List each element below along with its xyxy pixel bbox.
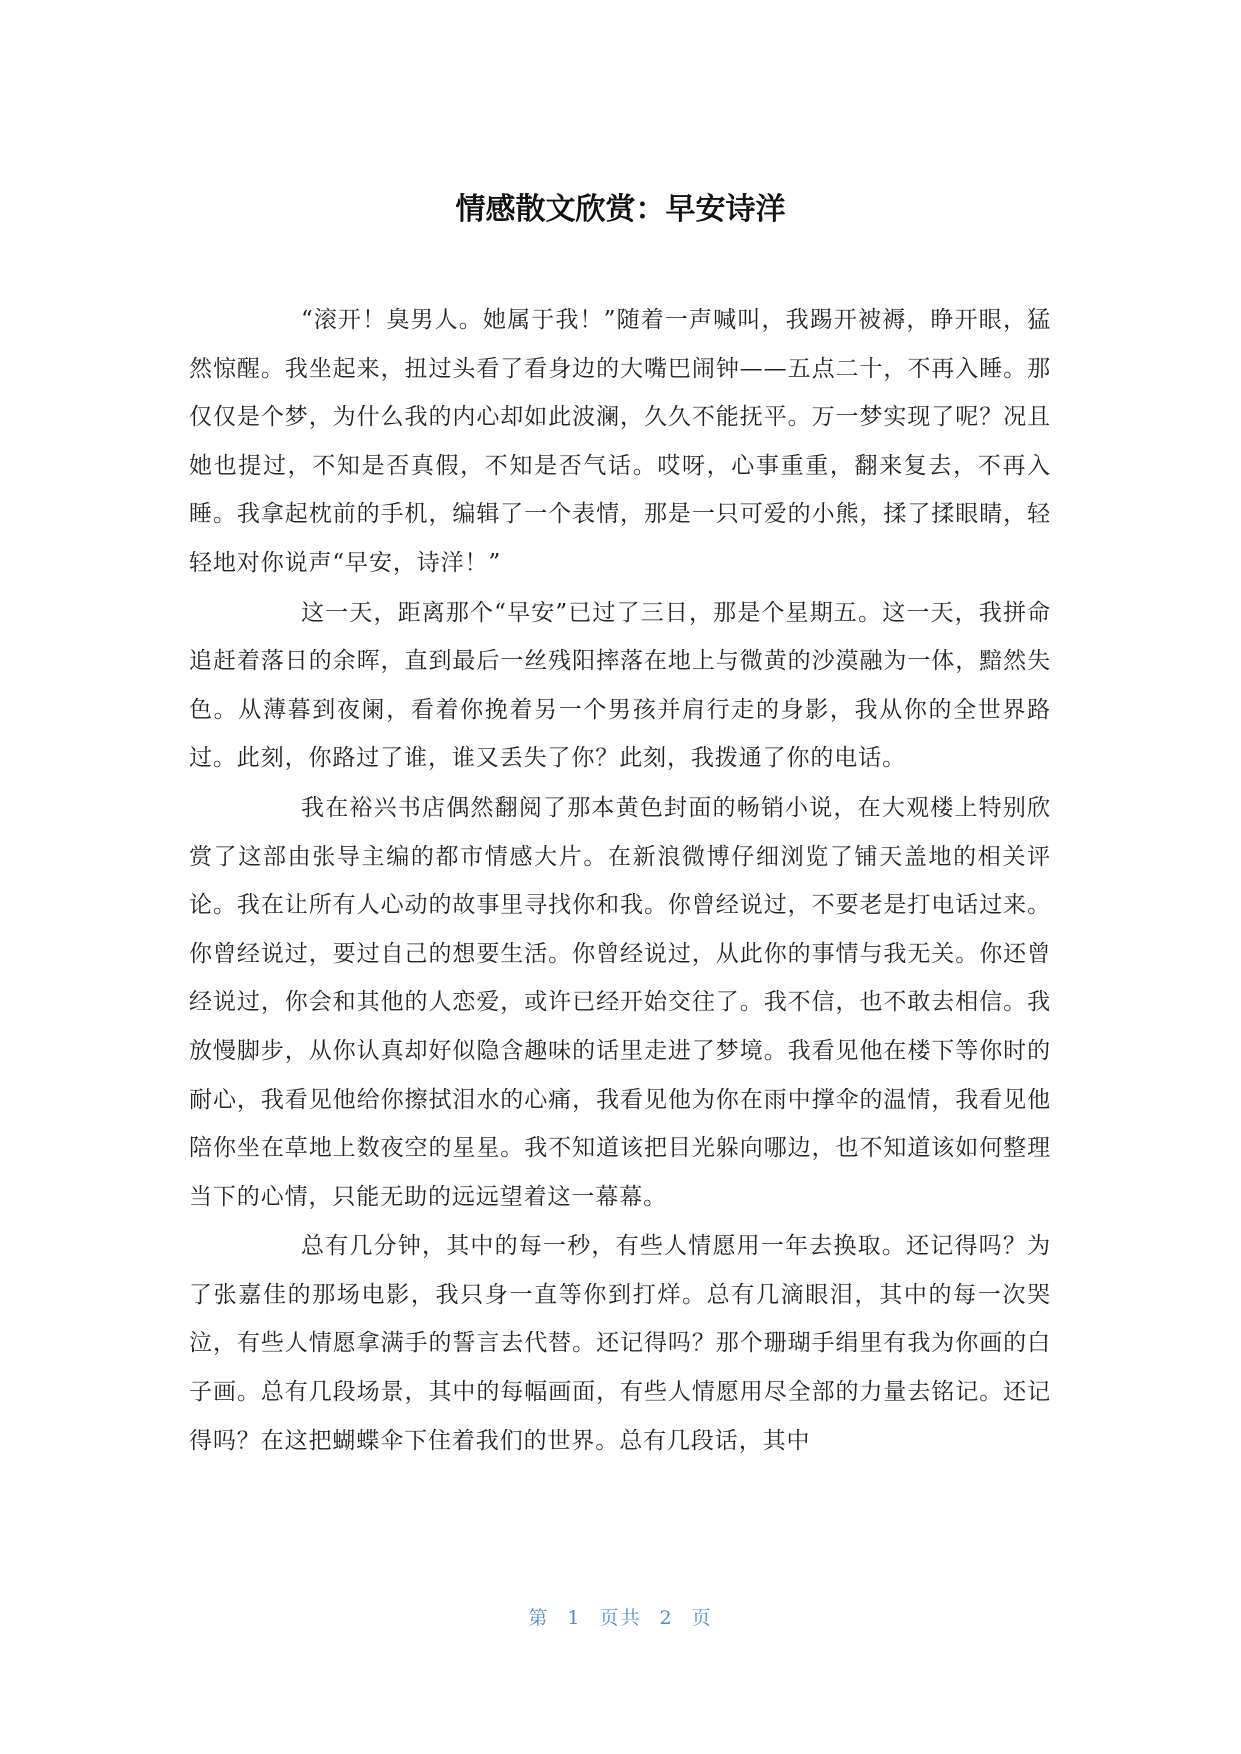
paragraph-1: “滚开！臭男人。她属于我！”随着一声喊叫，我踢开被褥，睁开眼，猛然惊醒。我坐起来，扭过头看了看身边的大嘴巴闹钟——五点二十，不再入睡。那仅仅是个梦，为什么我的内心却如此波澜，久久不能抚平。万一梦实现了呢？况且她也提过，不知是否真假，不知是否气话。哎呀，心事重重，翻来复去，不再入睡。我拿起枕前的手机，编辑了一个表情，那是一只可爱的小熊，揉了揉眼睛，轻轻地对你说声“早安，诗洋！” <box>189 307 1051 576</box>
paragraph-2: 这一天，距离那个“早安”已过了三日，那是个星期五。这一天，我拼命追赶着落日的余晖，直到最后一丝残阳摔落在地上与微黄的沙漠融为一体，黯然失色。从薄暮到夜阑，看着你挽着另一个男孩并肩行走的身影，我从你的全世界路过。此刻，你路过了谁，谁又丢失了你？此刻，我拨通了你的电话。 <box>189 599 1051 772</box>
footer-middle: 页共 <box>599 1607 642 1629</box>
document-title: 情感散文欣赏：早安诗洋 <box>455 192 786 227</box>
footer-suffix: 页 <box>691 1607 713 1629</box>
page-footer <box>0 1604 1241 1632</box>
footer-current-page: 1 <box>567 1607 582 1629</box>
paragraph-4: 总有几分钟，其中的每一秒，有些人情愿用一年去换取。还记得吗？为了张嘉佳的那场电影，我只身一直等你到打烊。总有几滴眼泪，其中的每一次哭泣，有些人情愿拿满手的誓言去代替。还记得吗？那个珊瑚手绢里有我为你画的白子画。总有几段场景，其中的每幅画面，有些人情愿用尽全部的力量去铭记。还记得吗？在这把蝴蝶伞下住着我们的世界。总有几段话，其中 <box>189 1233 1051 1454</box>
footer-total-pages: 2 <box>659 1607 674 1629</box>
footer-prefix: 第 <box>528 1607 550 1629</box>
paragraph-3: 我在裕兴书店偶然翻阅了那本黄色封面的畅销小说，在大观楼上特别欣赏了这部由张导主编的都市情感大片。在新浪微博仔细浏览了铺天盖地的相关评论。我在让所有人心动的故事里寻找你和我。你曾经说过，不要老是打电话过来。你曾经说过，要过自己的想要生活。你曾经说过，从此你的事情与我无关。你还曾经说过，你会和其他的人恋爱，或许已经开始交往了。我不信，也不敢去相信。我放慢脚步，从你认真却好似隐含趣味的话里走进了梦境。我看见他在楼下等你时的耐心，我看见他给你擦拭泪水的心痛，我看见他为你在雨中撑伞的温情，我看见他陪你坐在草地上数夜空的星星。我不知道该把目光躲向哪边，也不知道该如何整理当下的心情，只能无助的远远望着这一幕幕。 <box>189 794 1051 1210</box>
document-body <box>189 296 1051 1466</box>
